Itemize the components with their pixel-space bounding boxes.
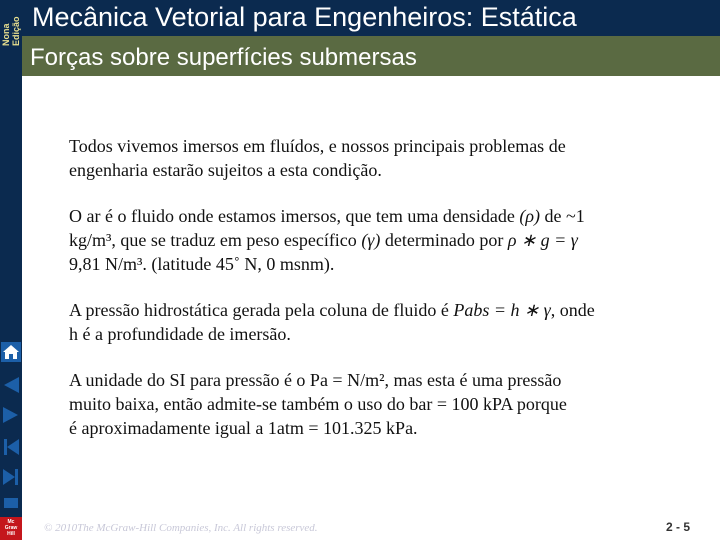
slide-subtitle: Forças sobre superfícies submersas xyxy=(30,44,417,71)
exit-icon[interactable] xyxy=(1,496,21,510)
text-line: engenharia estarão sujeitos a esta condição. xyxy=(69,160,382,180)
text-line: 9,81 N/m³. (latitude 45˚ N, 0 msnm). xyxy=(69,254,335,274)
edition-line2: Edição xyxy=(11,16,21,46)
last-icon[interactable] xyxy=(1,467,21,487)
text-line: h é a profundidade de imersão. xyxy=(69,324,291,344)
title-bar xyxy=(22,0,720,36)
specific-weight-formula: ρ ∗ g = γ xyxy=(507,230,578,250)
text-line: kg/m³, que se traduz em peso específico (γ) determinado por ρ ∗ g = γ xyxy=(69,230,578,250)
page-number: 2 - 5 xyxy=(666,520,691,534)
slide-title: Mecânica Vetorial para Engenheiros: Estática xyxy=(32,2,577,32)
density-symbol: (ρ) xyxy=(519,206,541,226)
pressure-formula: Pabs = h ∗ γ xyxy=(453,300,551,320)
subtitle-bar xyxy=(22,36,720,76)
text-line: muito baixa, então admite-se também o uso do bar = 100 kPA porque xyxy=(69,394,567,414)
paragraph-air-density xyxy=(69,204,669,276)
text-line: A pressão hidrostática gerada pela coluna de fluido é Pabs = h ∗ γ, onde xyxy=(69,300,595,320)
copyright-notice: © 2010The McGraw-Hill Companies, Inc. All rights reserved. xyxy=(44,522,318,534)
home-icon[interactable] xyxy=(1,342,21,362)
slide-body xyxy=(69,134,669,462)
text-line: é aproximadamente igual a 1atm = 101.325 kPa. xyxy=(69,418,418,438)
first-icon[interactable] xyxy=(1,437,21,457)
paragraph-fluids xyxy=(69,134,669,182)
edition-label xyxy=(0,0,22,46)
text-line: Todos vivemos imersos em fluídos, e nossos principais problemas de xyxy=(69,136,566,156)
next-icon[interactable] xyxy=(1,405,21,425)
left-sidebar xyxy=(0,0,22,540)
mcgraw-hill-logo: Mc Graw Hill xyxy=(0,517,22,540)
previous-icon[interactable] xyxy=(1,375,21,395)
edition-line1: Nona xyxy=(1,23,11,46)
paragraph-hydrostatic xyxy=(69,298,669,346)
paragraph-units xyxy=(69,368,669,440)
text-line: A unidade do SI para pressão é o Pa = N/m², mas esta é uma pressão xyxy=(69,370,562,390)
text-line: O ar é o fluido onde estamos imersos, que tem uma densidade (ρ) de ~1 xyxy=(69,206,585,226)
specific-weight-symbol: (γ) xyxy=(361,230,381,250)
